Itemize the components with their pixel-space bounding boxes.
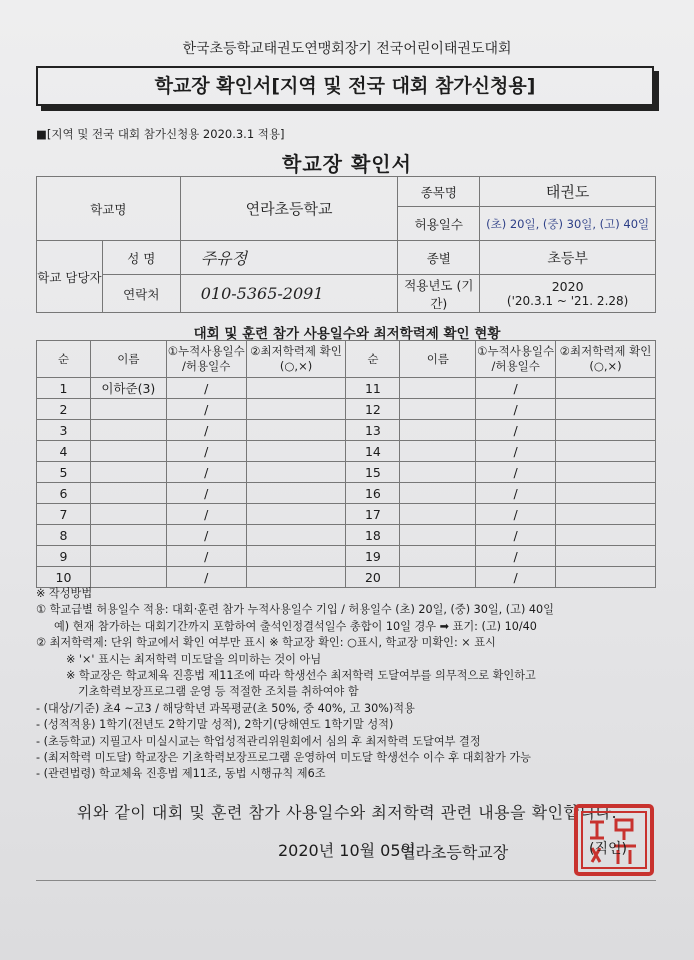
- row-no: 20: [346, 567, 400, 588]
- row-name: [90, 504, 166, 525]
- category-label: 종별: [398, 241, 480, 275]
- row-no: 4: [37, 441, 91, 462]
- row-name: [400, 567, 476, 588]
- note-line: - (대상/기준) 초4 ~고3 / 해당학년 과목평균(초 50%, 중 40%, 고 30%)적용: [36, 701, 415, 715]
- row-no: 10: [37, 567, 91, 588]
- row-acad: [246, 399, 346, 420]
- row-acad: [246, 504, 346, 525]
- row-no: 6: [37, 483, 91, 504]
- row-acad: [556, 462, 656, 483]
- row-days: /: [476, 420, 556, 441]
- manager-label: 학교 담당자: [37, 241, 103, 313]
- col-no: 순: [37, 341, 91, 378]
- row-no: 15: [346, 462, 400, 483]
- col-name: 이름: [90, 341, 166, 378]
- row-acad: [246, 546, 346, 567]
- note-line: ※ 작성방법: [36, 587, 93, 600]
- row-name: [400, 420, 476, 441]
- row-name: [400, 483, 476, 504]
- row-acad: [556, 399, 656, 420]
- note-line: - (성적적용) 1학기(전년도 2학기말 성적), 2학기(당해연도 1학기말 성적): [36, 718, 394, 732]
- allow-days-value: (초) 20일, (중) 30일, (고) 40일: [480, 207, 656, 241]
- principal-signer: 연라초등학교장: [400, 843, 509, 862]
- table-row: [37, 462, 656, 483]
- row-days: /: [476, 462, 556, 483]
- row-no: 14: [346, 441, 400, 462]
- row-days: /: [476, 483, 556, 504]
- row-days: /: [476, 546, 556, 567]
- row-days: /: [476, 567, 556, 588]
- school-info-table: [36, 176, 656, 313]
- note-line: 기초학력보장프로그램 운영 등 적절한 조치를 취하여야 함: [78, 685, 359, 699]
- row-no: 18: [346, 525, 400, 546]
- allow-days-label: 허용일수: [398, 207, 480, 241]
- category-value: 초등부: [480, 241, 656, 275]
- col-days: ①누적사용일수 /허용일수: [166, 341, 246, 378]
- applicable-note: ■[지역 및 전국 대회 참가신청용 2020.3.1 적용]: [36, 127, 285, 141]
- bottom-rule: [36, 880, 656, 881]
- note-line: ※ 학교장은 학교체육 진흥법 제11조에 따라 학생선수 최저학력 도달여부를 의무적으로 확인하고: [66, 669, 536, 683]
- row-name: [90, 441, 166, 462]
- table-row: [37, 441, 656, 462]
- row-acad: [556, 441, 656, 462]
- row-days: /: [166, 420, 246, 441]
- row-acad: [556, 378, 656, 399]
- row-days: /: [166, 567, 246, 588]
- confirmation-text: 위와 같이 대회 및 훈련 참가 사용일수와 최저학력 관련 내용을 확인합니다.: [76, 803, 618, 822]
- school-value: 연라초등학교: [180, 177, 398, 241]
- row-days: /: [166, 525, 246, 546]
- col-name-2: 이름: [400, 341, 476, 378]
- row-name: [90, 546, 166, 567]
- name-label: 성 명: [102, 241, 180, 275]
- row-acad: [246, 462, 346, 483]
- table-row: [37, 567, 656, 588]
- row-name: [90, 399, 166, 420]
- row-acad: [246, 420, 346, 441]
- row-days: /: [166, 441, 246, 462]
- row-acad: [246, 567, 346, 588]
- row-no: 16: [346, 483, 400, 504]
- row-days: /: [166, 504, 246, 525]
- row-days: /: [476, 525, 556, 546]
- row-days: /: [476, 378, 556, 399]
- row-acad: [556, 546, 656, 567]
- sport-label: 종목명: [398, 177, 480, 207]
- row-days: /: [476, 504, 556, 525]
- contact-value: 010-5365-2091: [180, 275, 398, 313]
- row-no: 8: [37, 525, 91, 546]
- year-period: ('20.3.1 ~ '21. 2.28): [506, 294, 629, 308]
- row-acad: [556, 483, 656, 504]
- year-cell: [480, 275, 656, 313]
- manager-name: 주유정: [180, 241, 398, 275]
- row-name: 이하준(3): [90, 378, 166, 399]
- row-name: [400, 462, 476, 483]
- row-days: /: [166, 462, 246, 483]
- sport-value: 태권도: [480, 177, 656, 207]
- issue-date: 2020년 10월 05일: [278, 841, 416, 860]
- status-title: 대회 및 훈련 참가 사용일수와 최저학력제 확인 현황: [193, 326, 501, 342]
- col-days-2: ①누적사용일수 /허용일수: [476, 341, 556, 378]
- year-value: 2020: [551, 279, 584, 294]
- row-name: [90, 567, 166, 588]
- document-title: 학교장 확인서: [282, 152, 412, 176]
- note-line: - (최저학력 미도달) 학교장은 기초학력보장프로그램 운영하여 미도달 학생선수 이수 후 대회참가 가능: [36, 751, 531, 765]
- row-no: 7: [37, 504, 91, 525]
- row-acad: [246, 378, 346, 399]
- note-line: - (관련법령) 학교체육 진흥법 제11조, 동법 시행규칙 제6조: [36, 767, 326, 781]
- row-days: /: [166, 378, 246, 399]
- row-no: 5: [37, 462, 91, 483]
- row-no: 19: [346, 546, 400, 567]
- row-days: /: [476, 399, 556, 420]
- status-table: [36, 340, 656, 588]
- row-name: [90, 420, 166, 441]
- row-name: [400, 504, 476, 525]
- table-row: [37, 378, 656, 399]
- table-row: [37, 546, 656, 567]
- instructions: [36, 586, 666, 783]
- row-name: [400, 546, 476, 567]
- row-no: 3: [37, 420, 91, 441]
- note-line: ② 최저학력제: 단위 학교에서 확인 여부만 표시 ※ 학교장 확인: ○표시, 학교장 미확인: × 표시: [36, 636, 496, 650]
- contact-label: 연락처: [102, 275, 180, 313]
- col-acad: ②최저학력제 확인(○,×): [246, 341, 346, 378]
- row-no: 12: [346, 399, 400, 420]
- table-row: [37, 483, 656, 504]
- row-acad: [246, 525, 346, 546]
- row-name: [90, 483, 166, 504]
- row-name: [90, 525, 166, 546]
- col-no-2: 순: [346, 341, 400, 378]
- row-acad: [556, 420, 656, 441]
- year-label: 적용년도 (기간): [398, 275, 480, 313]
- row-days: /: [166, 483, 246, 504]
- row-no: 9: [37, 546, 91, 567]
- row-days: /: [166, 399, 246, 420]
- row-acad: [556, 525, 656, 546]
- col-acad-2: ②최저학력제 확인(○,×): [556, 341, 656, 378]
- row-no: 1: [37, 378, 91, 399]
- row-name: [400, 441, 476, 462]
- row-name: [400, 399, 476, 420]
- table-row: [37, 420, 656, 441]
- row-no: 11: [346, 378, 400, 399]
- row-name: [400, 378, 476, 399]
- event-title: 한국초등학교태권도연맹회장기 전국어린이태권도대회: [182, 41, 512, 57]
- row-days: /: [166, 546, 246, 567]
- row-name: [400, 525, 476, 546]
- school-label: 학교명: [37, 177, 181, 241]
- row-no: 17: [346, 504, 400, 525]
- seal-label: (직인): [589, 841, 627, 857]
- row-acad: [556, 567, 656, 588]
- table-row: [37, 504, 656, 525]
- row-days: /: [476, 441, 556, 462]
- note-line: ※ '×' 표시는 최저학력 미도달을 의미하는 것이 아님: [66, 652, 322, 666]
- note-line: - (초등학교) 지필고사 미실시교는 학업성적관리위원회에서 심의 후 최저학력 도달여부 결정: [36, 734, 481, 748]
- table-row: [37, 399, 656, 420]
- row-no: 2: [37, 399, 91, 420]
- row-name: [90, 462, 166, 483]
- row-acad: [556, 504, 656, 525]
- note-line: ① 학교급별 허용일수 적용: 대회·훈련 참가 누적사용일수 기입 / 허용일수 (초) 20일, (중) 30일, (고) 40일: [36, 603, 554, 617]
- row-no: 13: [346, 420, 400, 441]
- table-row: [37, 525, 656, 546]
- row-acad: [246, 483, 346, 504]
- note-line: 예) 현재 참가하는 대회기간까지 포함하여 출석인정결석일수 총합이 10일 경우 ➡ 표기: (고) 10/40: [54, 619, 537, 633]
- title-box: 학교장 확인서[지역 및 전국 대회 참가신청용]: [36, 66, 654, 106]
- row-acad: [246, 441, 346, 462]
